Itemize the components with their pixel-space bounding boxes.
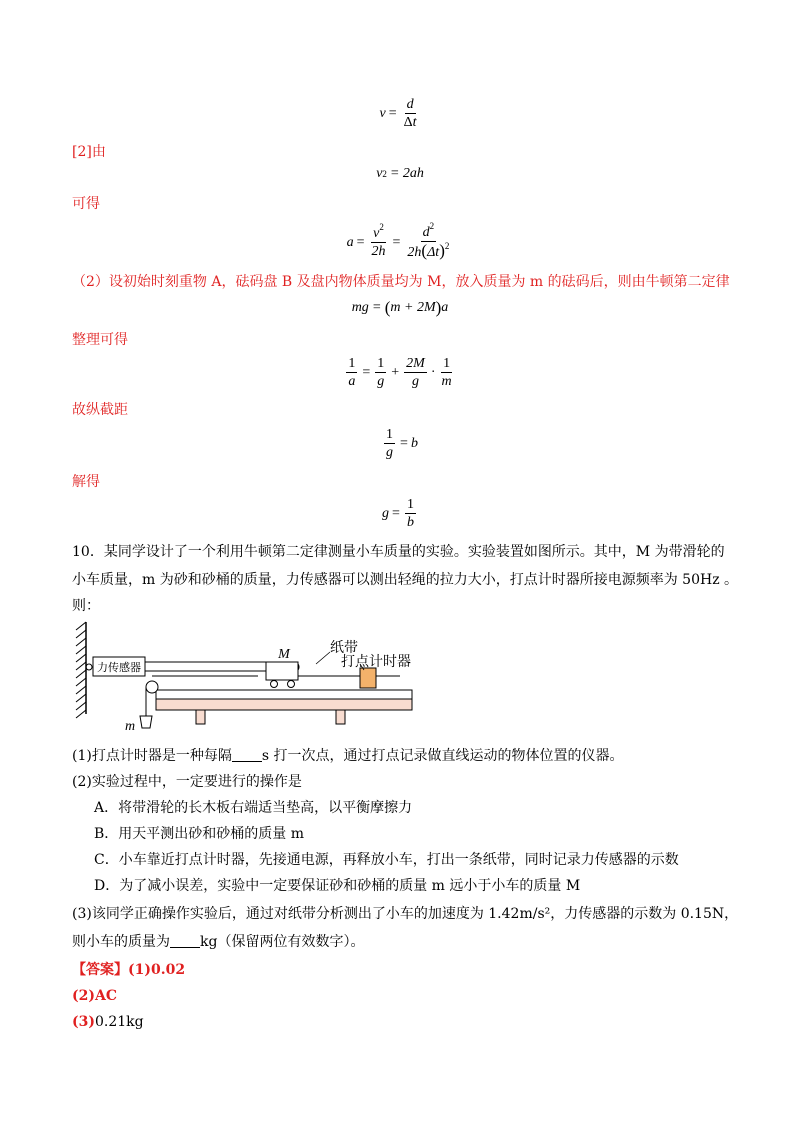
eq-g-lhs: g (382, 505, 390, 521)
long-board (156, 699, 412, 710)
eq-inv-d2: g (377, 374, 385, 389)
answer-3-value: 0.21kg (95, 1014, 144, 1030)
equation-a: a = $\frac{v^2}{2h}$ = $\frac{d^2}{2h(\Delta t)^2}$ (346, 221, 450, 260)
option-b: B．用天平测出砂和砂桶的质量 m (94, 826, 305, 842)
sub1 (72, 746, 623, 766)
eq-v-den-var: t (412, 115, 417, 130)
timer-label: 打点计时器 (341, 654, 411, 670)
eq-a-frac1 (370, 222, 388, 260)
edge-pulley-icon (146, 681, 158, 693)
eq-newton-out: a (441, 300, 449, 315)
tape-label: 纸带 (330, 640, 358, 656)
zongjie: 故纵截距 (72, 402, 128, 418)
eq-inv-d1: a (348, 374, 356, 389)
sub1-blank[interactable] (232, 747, 262, 762)
sand-bucket-icon (140, 716, 152, 728)
equation-newton: mg = ( m + 2M ) a (351, 298, 449, 317)
eq-inv-n4: 1 (443, 356, 451, 371)
sub2: (2)实验过程中，一定要进行的操作是 (72, 774, 302, 790)
cart-body (266, 662, 298, 680)
eq-v-den-sym: Δ (403, 115, 413, 130)
equation-v2: v 2 = 2ah (376, 166, 424, 181)
sub1-post: s 打一次点，通过打点记录做直线运动的物体位置的仪器。 (261, 748, 624, 764)
eq-v-lhs: v (379, 105, 386, 121)
eq-b-rhs: b (410, 435, 418, 451)
cart-label: M (278, 647, 290, 662)
equation-v: v = $\frac{d}{\Delta t}$ (379, 97, 417, 130)
answer-label: 【答案】 (72, 962, 128, 978)
answer-3 (72, 1012, 144, 1032)
eq-inv-d4: m (441, 374, 452, 389)
tape-pointer (316, 652, 330, 664)
sub1-pre: (1)打点计时器是一种每隔 (72, 748, 232, 764)
eq-a-d2a: 2h (407, 245, 422, 260)
force-sensor-label: 力传感器 (97, 661, 141, 674)
q10-line3: 则： (72, 598, 100, 614)
bucket-label: m (124, 719, 136, 734)
eq-a-n2: d (422, 225, 430, 240)
sub3-blank[interactable] (170, 933, 200, 948)
option-d: D．为了减小误差，实验中一定要保证砂和砂桶的质量 m 远小于小车的质量 M (94, 878, 581, 894)
eq-newton-in: m + 2M (390, 300, 436, 315)
eq-newton-lhs: mg (351, 300, 369, 315)
equation-b: $\frac{1}{g}$ = b (386, 427, 418, 460)
eq-inv-n2: 1 (377, 356, 385, 371)
eq-v2-rhs: 2ah (402, 166, 424, 181)
eq-a-n2exp: 2 (429, 221, 435, 231)
eq-v-fraction (402, 96, 419, 131)
board-leg-left (196, 710, 205, 724)
eq-a-d1: 2h (371, 244, 386, 259)
timer-box (360, 668, 376, 688)
sub3-pre: 则小车的质量为 (72, 934, 170, 950)
eq-a-n1: v (373, 226, 380, 241)
answer-3-prefix: (3) (72, 1014, 95, 1030)
sensor-hook-icon (86, 664, 92, 670)
option-c: C．小车靠近打点计时器，先接通电源，再释放小车，打出一条纸带，同时记录力传感器的示数 (94, 852, 679, 868)
wall-hatching (76, 622, 86, 718)
equation-inverse: $\frac{1}{a}$ = $\frac{1}{g}$ + $\frac{2M}{g}$ · $\frac{1}{m}$ (348, 356, 452, 389)
q10-line2: 小车质量，m 为砂和砂桶的质量，力传感器可以测出轻绳的拉力大小，打点计时器所接电源频率为 50Hz 。 (72, 572, 739, 588)
eq-inv-d3: g (412, 374, 419, 389)
eq-inv-n3: 2M (406, 356, 425, 371)
answer-2: (2)AC (72, 988, 117, 1004)
sub3-line1: (3)该同学正确操作实验后，通过对纸带分析测出了小车的加速度为 1.42m/s²，力传感器的示数为 0.15N， (72, 906, 739, 922)
board-surface (156, 690, 412, 699)
part2-text: （2）设初始时刻重物 A，砝码盘 B 及盘内物体质量均为 M，放入质量为 m 的砝码后，则由牛顿第二定律 (72, 274, 730, 290)
kede-1: 可得 (72, 196, 100, 212)
step2-label: [2]由 (72, 144, 106, 160)
eq-inv-n1: 1 (348, 356, 356, 371)
eq-b-num: 1 (386, 427, 394, 442)
eq-a-frac2: $\frac{d^2}{2h(\Delta t)^2}$ (407, 221, 450, 260)
answer-line1 (72, 960, 185, 980)
eq-a-n1exp: 2 (379, 222, 384, 232)
zhengli: 整理可得 (72, 332, 128, 348)
board-leg-right (336, 710, 345, 724)
eq-v2-lhs: v (376, 166, 383, 181)
eq-v-num: d (406, 97, 414, 112)
option-a: A．将带滑轮的长木板右端适当垫高，以平衡摩擦力 (94, 800, 413, 816)
eq-a-lhs: a (346, 234, 354, 250)
eq-g-den: b (406, 515, 414, 530)
eq-a-d2b: Δt (427, 245, 440, 260)
q10-line1: 10．某同学设计了一个利用牛顿第二定律测量小车质量的实验。实验装置如图所示。其中，M 为带滑轮的 (72, 544, 725, 560)
answer-1: (1)0.02 (128, 962, 186, 978)
sub3-line2 (72, 932, 364, 952)
equation-g: g = $\frac{1}{b}$ (382, 497, 414, 530)
eq-b-den: g (386, 445, 394, 460)
sub3-post: kg（保留两位有效数字）。 (200, 934, 365, 950)
cart-wheel-left-icon (271, 681, 278, 688)
eq-a-d2exp: 2 (444, 241, 450, 251)
jiede: 解得 (72, 474, 100, 490)
cart-wheel-right-icon (288, 681, 295, 688)
eq-g-num: 1 (406, 497, 414, 512)
setup-figure (68, 618, 418, 738)
